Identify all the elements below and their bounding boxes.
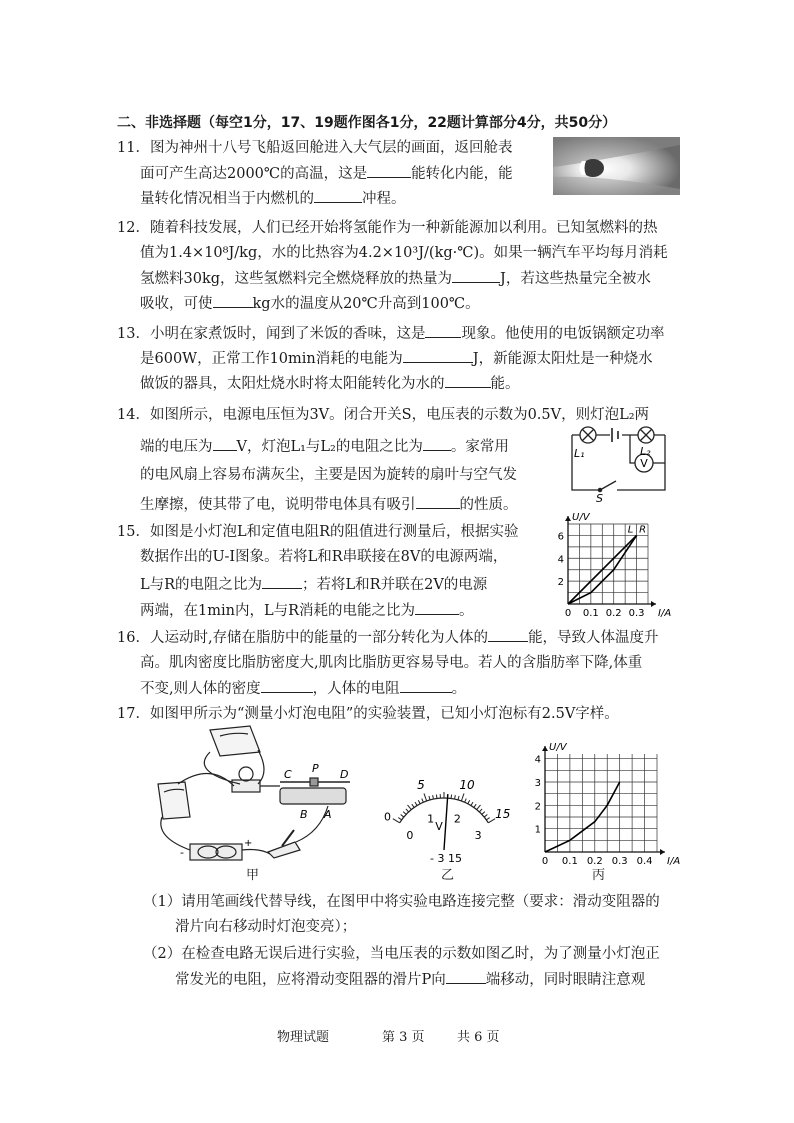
q16-line2: 高。肌肉密度比脂肪密度大,肌肉比脂肪更容易导电。若人的含脂肪率下降,体重 — [140, 655, 643, 671]
switch-label: S — [596, 492, 603, 505]
series-label-L: L — [627, 524, 634, 536]
q13-line3: 做饭的器具，太阳灶烧水时将太阳能转化为水的 能。 — [140, 373, 520, 394]
q17-sub2-line2: 常发光的电阻，应将滑动变阻器的滑片P向 端移动，同时眼睛注意观 — [175, 969, 645, 990]
meter-tick — [488, 819, 495, 823]
x-axis-arrow-icon — [651, 601, 656, 607]
answer-blank[interactable] — [262, 574, 302, 589]
meter-tick — [474, 804, 476, 807]
meter-unit-label: V — [435, 820, 443, 833]
q17-apparatus-figure — [150, 722, 365, 870]
meter-tick — [393, 819, 400, 823]
footer-total: 共 6 页 — [457, 1030, 500, 1045]
q16-line3: 不变,则人体的密度 ，人体的电阻 。 — [140, 678, 466, 699]
svg-text:P: P — [312, 762, 319, 775]
q12-line3: 氢燃料30kg，这些氢燃料完全燃烧释放的热量为 J，若这些热量完全被水 — [140, 268, 651, 289]
switch-icon — [600, 481, 616, 490]
meter-tick — [422, 799, 424, 803]
x-tick-label: 0.1 — [561, 856, 578, 867]
x-tick-label: 0.2 — [586, 856, 603, 867]
q14-circuit-figure — [560, 425, 675, 505]
q15-line1: 15．如图是小灯泡L和定值电阻R的阻值进行测量后，根据实验 — [117, 524, 519, 540]
svg-text:-: - — [180, 846, 184, 859]
meter-lower-scale-label: 1 — [427, 812, 435, 826]
footer-page: 第 3 页 — [382, 1030, 425, 1045]
meter-terminals-label: - 3 15 — [430, 852, 462, 864]
answer-blank[interactable] — [445, 373, 491, 388]
q15-line3: L与R的电阻之比为 ；若将L和R并联在2V的电源 — [140, 574, 487, 595]
meter-upper-scale-label: 5 — [417, 777, 425, 792]
meter-upper-zero-label: 0 — [383, 810, 391, 824]
svg-text:A: A — [324, 808, 332, 821]
q14-line3: 的电风扇上容易布满灰尘，主要是因为旋转的扇叶与空气发 — [140, 467, 517, 483]
series-label-R: R — [639, 524, 647, 536]
meter-tick — [486, 818, 489, 820]
battery-icon — [612, 428, 618, 442]
y-axis-label: U/V — [572, 512, 590, 523]
x-axis-arrow-icon — [660, 849, 665, 855]
y-tick-label: 6 — [557, 531, 564, 543]
meter-tick — [424, 793, 427, 801]
meter-tick — [484, 815, 487, 818]
rheostat-slider-icon — [310, 778, 318, 786]
ammeter-device-icon — [158, 782, 190, 819]
voltmeter-device-icon — [210, 726, 260, 756]
meter-tick — [451, 795, 452, 799]
q13-line2: 是600W，正常工作10min消耗的电能为 J，新能源太阳灶是一种烧水 — [140, 348, 653, 369]
answer-blank[interactable] — [446, 969, 486, 984]
q15-line2: 数据作出的U-I图象。若将L和R串联接在8V的电源两端， — [140, 549, 508, 565]
q14-line2: 端的电压为 V，灯泡L₁与L₂的电阻之比为 。家常用 — [140, 436, 509, 457]
x-axis-label: I/A — [658, 608, 672, 618]
meter-tick — [408, 805, 412, 810]
meter-tick — [418, 800, 420, 804]
figure-caption-yi: 乙 — [441, 868, 455, 883]
q14-line4: 生摩擦，使其带了电，说明带电体具有吸引 的性质。 — [140, 494, 518, 515]
meter-lower-scale-label: 3 — [474, 829, 482, 843]
meter-lower-scale-label: 2 — [453, 812, 461, 826]
section-title: 二、非选择题（每空1分，17、19题作图各1分，22题计算部分4分，共50分） — [117, 115, 617, 131]
meter-tick — [398, 818, 401, 820]
y-axis-arrow-icon — [542, 746, 548, 751]
q11-line2: 面可产生高达2000℃的高温，这是 能转化内能，能 — [140, 163, 513, 184]
q15-ui-graph — [552, 510, 677, 618]
x-tick-label: 0.1 — [582, 608, 599, 618]
meter-tick — [429, 796, 430, 800]
y-tick-label: 2 — [557, 577, 564, 589]
q12-line2: 值为1.4×10⁸J/kg，水的比热容为4.2×10³J/(kg·℃)。如果一辆汽车平均每月消耗 — [140, 245, 668, 261]
meter-tick — [477, 805, 481, 810]
meter-tick — [455, 795, 456, 799]
meter-tick — [468, 800, 470, 804]
meter-tick — [458, 796, 459, 800]
svg-text:B: B — [300, 808, 308, 821]
meter-tick — [406, 809, 409, 812]
answer-blank[interactable] — [415, 600, 459, 615]
meter-upper-scale-label: 15 — [495, 806, 511, 821]
q15-line4: 两端，在1min内，L与R消耗的电能之比为 。 — [140, 600, 474, 621]
bulb-icon — [239, 767, 253, 781]
meter-needle — [444, 794, 448, 850]
meter-tick — [403, 812, 406, 815]
y-tick-label: 2 — [534, 801, 541, 813]
rheostat-icon — [280, 788, 346, 804]
footer-subject: 物理试题 — [277, 1030, 330, 1045]
x-tick-label: 0 — [541, 856, 549, 867]
figure-caption-jia: 甲 — [246, 868, 260, 883]
meter-tick — [465, 799, 467, 803]
answer-blank[interactable] — [400, 678, 452, 693]
answer-blank[interactable] — [367, 163, 411, 178]
meter-tick — [415, 802, 417, 805]
voltmeter-label: V — [640, 457, 648, 470]
capsule-reentry-photo — [553, 137, 680, 195]
x-axis-label: I/A — [667, 856, 681, 867]
q13-line1: 13．小明在家煮饭时，闻到了米饭的香味，这是 现象。他使用的电饭锅额定功率 — [117, 323, 664, 344]
svg-text:D: D — [340, 768, 349, 781]
x-tick-label: 0.3 — [611, 856, 628, 867]
meter-tick — [479, 809, 482, 812]
svg-text:C: C — [284, 768, 292, 781]
answer-blank[interactable] — [213, 436, 237, 451]
meter-upper-scale-label: 10 — [459, 777, 475, 792]
x-tick-label: 0.2 — [605, 608, 622, 618]
answer-blank[interactable] — [403, 348, 473, 363]
q16-line1: 16．人运动时,存储在脂肪中的能量的一部分转化为人体的 能，导致人体温度升 — [117, 627, 659, 648]
l2-label: L₂ — [640, 445, 651, 458]
meter-scale-arc — [400, 798, 489, 826]
y-tick-label: 1 — [534, 824, 541, 836]
q11-line3: 量转化情况相当于内燃机的 冲程。 — [140, 188, 406, 209]
meter-tick — [482, 812, 485, 815]
answer-blank[interactable] — [452, 268, 500, 283]
x-tick-label: 0 — [564, 608, 572, 618]
meter-tick — [461, 793, 464, 801]
x-tick-label: 0.3 — [628, 608, 645, 618]
answer-blank[interactable] — [425, 323, 461, 338]
y-axis-arrow-icon — [565, 516, 571, 521]
l1-label: L₁ — [574, 447, 585, 460]
q17-sub2-line1: （2）在检查电路无误后进行实验，当电压表的示数如图乙时，为了测量小灯泡正 — [143, 946, 660, 962]
q17-line1: 17．如图甲所示为“测量小灯泡电阻”的实验装置，已知小灯泡标有2.5V字样。 — [117, 706, 619, 722]
y-tick-label: 4 — [534, 754, 541, 766]
q12-line1: 12．随着科技发展，人们已经开始将氢能作为一种新能源加以利用。已知氢燃料的热 — [117, 220, 658, 236]
meter-tick — [401, 815, 404, 818]
figure-caption-bing: 丙 — [592, 868, 606, 883]
answer-blank[interactable] — [416, 494, 460, 509]
y-tick-label: 3 — [534, 778, 541, 789]
q17-ui-graph — [525, 742, 685, 867]
answer-blank[interactable] — [488, 627, 528, 642]
q14-line1: 14．如图所示，电源电压恒为3V。闭合开关S，电压表的示数为0.5V，则灯泡L₂两 — [117, 407, 650, 423]
q17-voltmeter-dial-figure — [372, 772, 517, 864]
y-axis-label: U/V — [549, 742, 567, 753]
meter-tick — [433, 795, 434, 799]
meter-lower-scale-label: 0 — [406, 829, 414, 843]
meter-tick — [471, 802, 473, 805]
answer-blank[interactable] — [314, 188, 362, 203]
y-tick-label: 4 — [557, 554, 564, 566]
q17-sub1-line2: 滑片向右移动时灯泡变亮）； — [175, 919, 357, 935]
q11-line1: 11．图为神州十八号飞船返回舱进入大气层的画面，返回舱表 — [117, 140, 513, 156]
x-tick-label: 0.4 — [636, 856, 653, 867]
answer-blank[interactable] — [423, 436, 451, 451]
bulb-base-icon — [232, 780, 260, 792]
q12-line4: 吸收，可使 kg水的温度从20℃升高到100℃。 — [140, 293, 480, 314]
q17-sub1-line1: （1）请用笔画线代替导线，在图甲中将实验电路连接完整（要求：滑动变阻器的 — [143, 894, 660, 910]
svg-text:+: + — [244, 838, 253, 849]
meter-tick — [412, 804, 414, 807]
answer-blank[interactable] — [261, 678, 313, 693]
answer-blank[interactable] — [213, 293, 253, 308]
meter-tick — [436, 795, 437, 799]
